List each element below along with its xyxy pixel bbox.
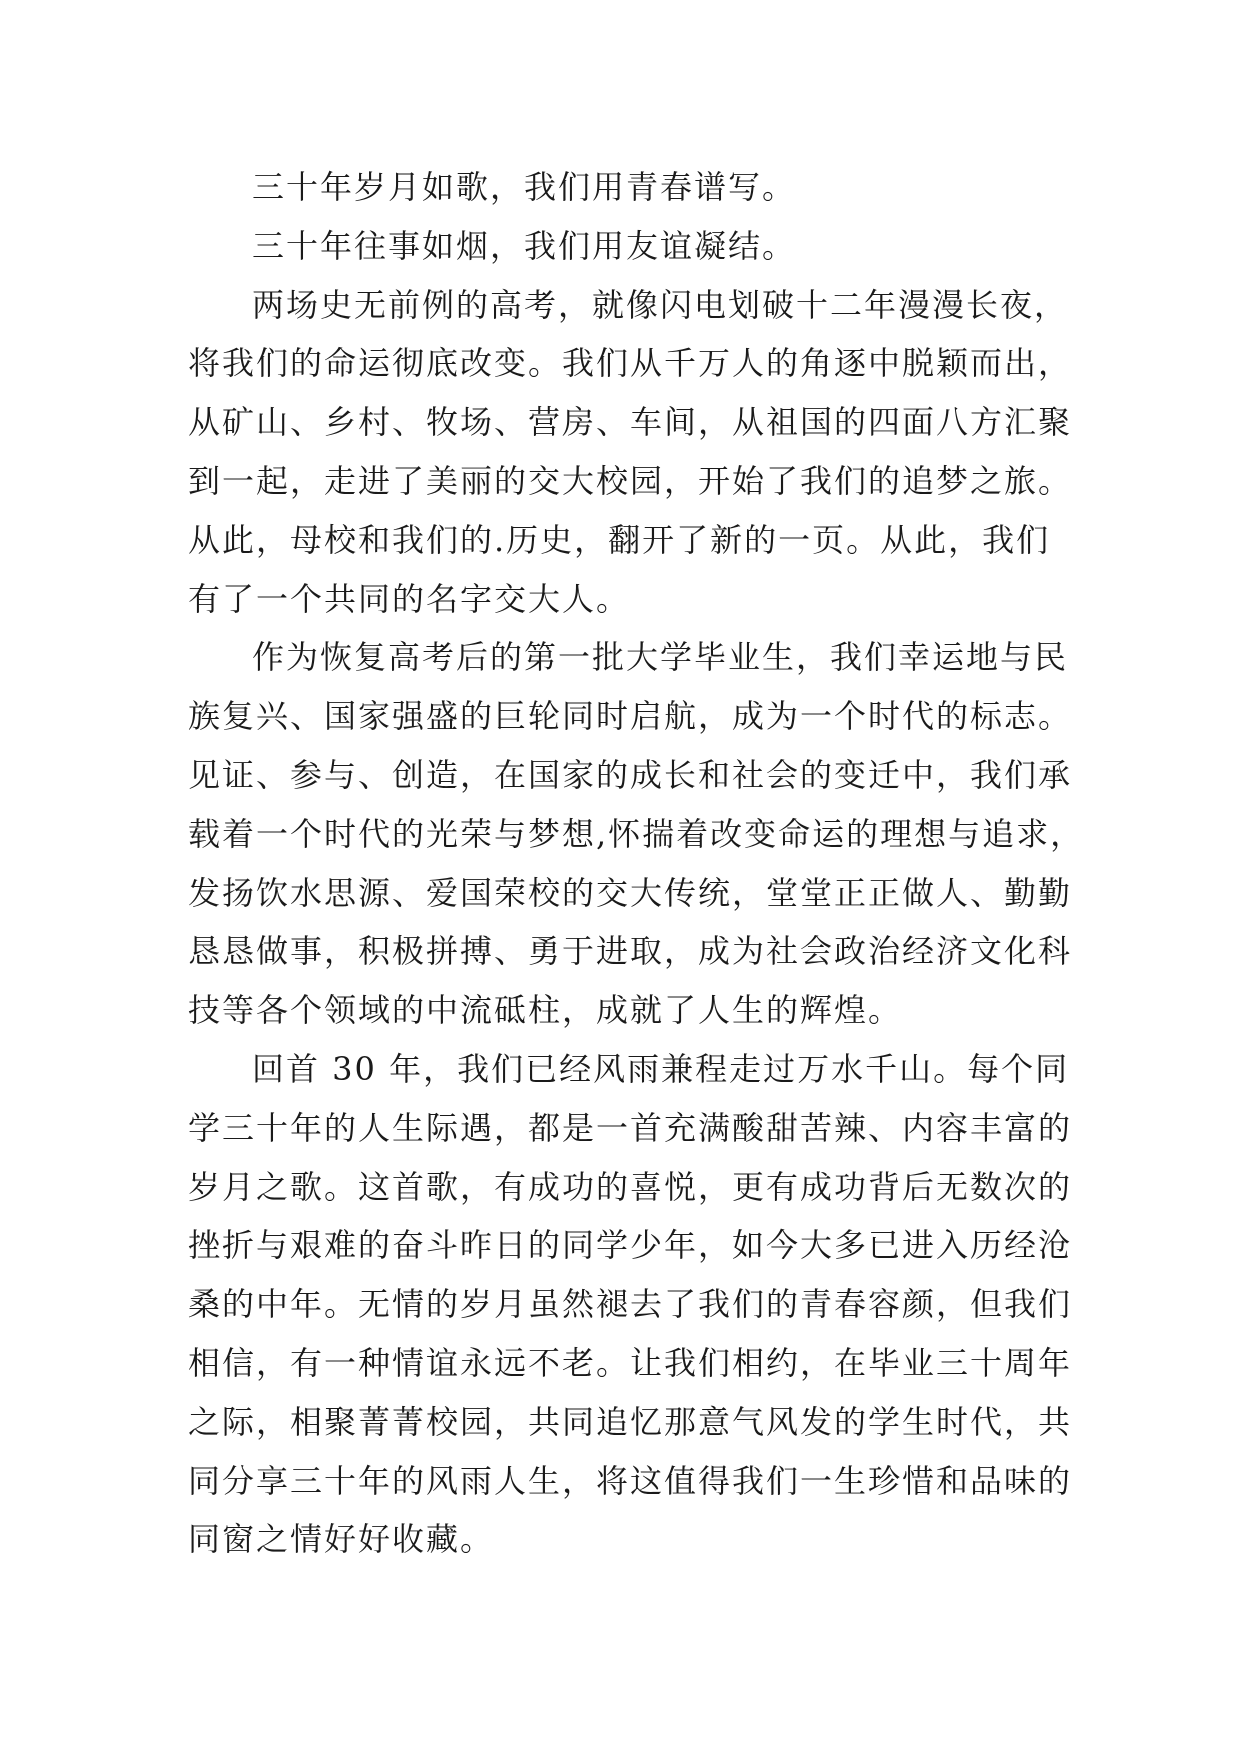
paragraph-1 xyxy=(188,158,1068,217)
paragraph-2 xyxy=(188,217,1068,276)
text-line: 桑的中年。无情的岁月虽然褪去了我们的青春容颜，但我们 xyxy=(188,1285,1073,1324)
document-body xyxy=(188,158,1085,1569)
text-line: 回首 30 年，我们已经风雨兼程走过万水千山。每个同 xyxy=(252,1049,1070,1088)
text-line: 之际，相聚菁菁校园，共同追忆那意气风发的学生时代，共 xyxy=(188,1402,1073,1441)
text-line: 族复兴、国家强盛的巨轮同时启航，成为一个时代的标志。 xyxy=(188,697,1073,736)
text-line: 相信，有一种情谊永远不老。让我们相约，在毕业三十周年 xyxy=(188,1343,1073,1382)
paragraph-4 xyxy=(188,628,1085,1040)
text-line: 同分享三十年的风雨人生，将这值得我们一生珍惜和品味的 xyxy=(188,1461,1073,1500)
text-line: 从此，母校和我们的.历史，翻开了新的一页。从此，我们 xyxy=(188,520,1051,559)
text-line: 岁月之歌。这首歌，有成功的喜悦，更有成功背后无数次的 xyxy=(188,1167,1073,1206)
text-line: 两场史无前例的高考，就像闪电划破十二年漫漫长夜， xyxy=(252,285,1069,324)
text-line: 三十年往事如烟，我们用友谊凝结。 xyxy=(252,226,797,265)
text-line: 挫折与艰难的奋斗昨日的同学少年，如今大多已进入历经沧 xyxy=(188,1226,1073,1265)
text-line: 有了一个共同的名字交大人。 xyxy=(188,579,631,618)
text-line: 同窗之情好好收藏。 xyxy=(188,1520,495,1559)
text-line: 将我们的命运彻底改变。我们从千万人的角逐中脱颖而出， xyxy=(188,344,1073,383)
text-line: 从矿山、乡村、牧场、营房、车间，从祖国的四面八方汇聚 xyxy=(188,403,1073,442)
text-line: 见证、参与、创造，在国家的成长和社会的变迁中，我们承 xyxy=(188,755,1073,794)
text-line: 发扬饮水思源、爱国荣校的交大传统，堂堂正正做人、勤勤 xyxy=(188,873,1073,912)
text-line: 载着一个时代的光荣与梦想,怀揣着改变命运的理想与追求， xyxy=(188,814,1085,853)
paragraph-5 xyxy=(188,1040,1073,1569)
text-line: 作为恢复高考后的第一批大学毕业生，我们幸运地与民 xyxy=(252,638,1069,677)
paragraph-3 xyxy=(188,276,1073,629)
text-line: 到一起，走进了美丽的交大校园，开始了我们的追梦之旅。 xyxy=(188,461,1073,500)
text-line: 学三十年的人生际遇，都是一首充满酸甜苦辣、内容丰富的 xyxy=(188,1108,1073,1147)
text-line: 三十年岁月如歌，我们用青春谱写。 xyxy=(252,168,797,206)
text-line: 恳恳做事，积极拼搏、勇于进取，成为社会政治经济文化科 xyxy=(188,932,1073,971)
text-line: 技等各个领域的中流砥柱，成就了人生的辉煌。 xyxy=(188,991,903,1030)
